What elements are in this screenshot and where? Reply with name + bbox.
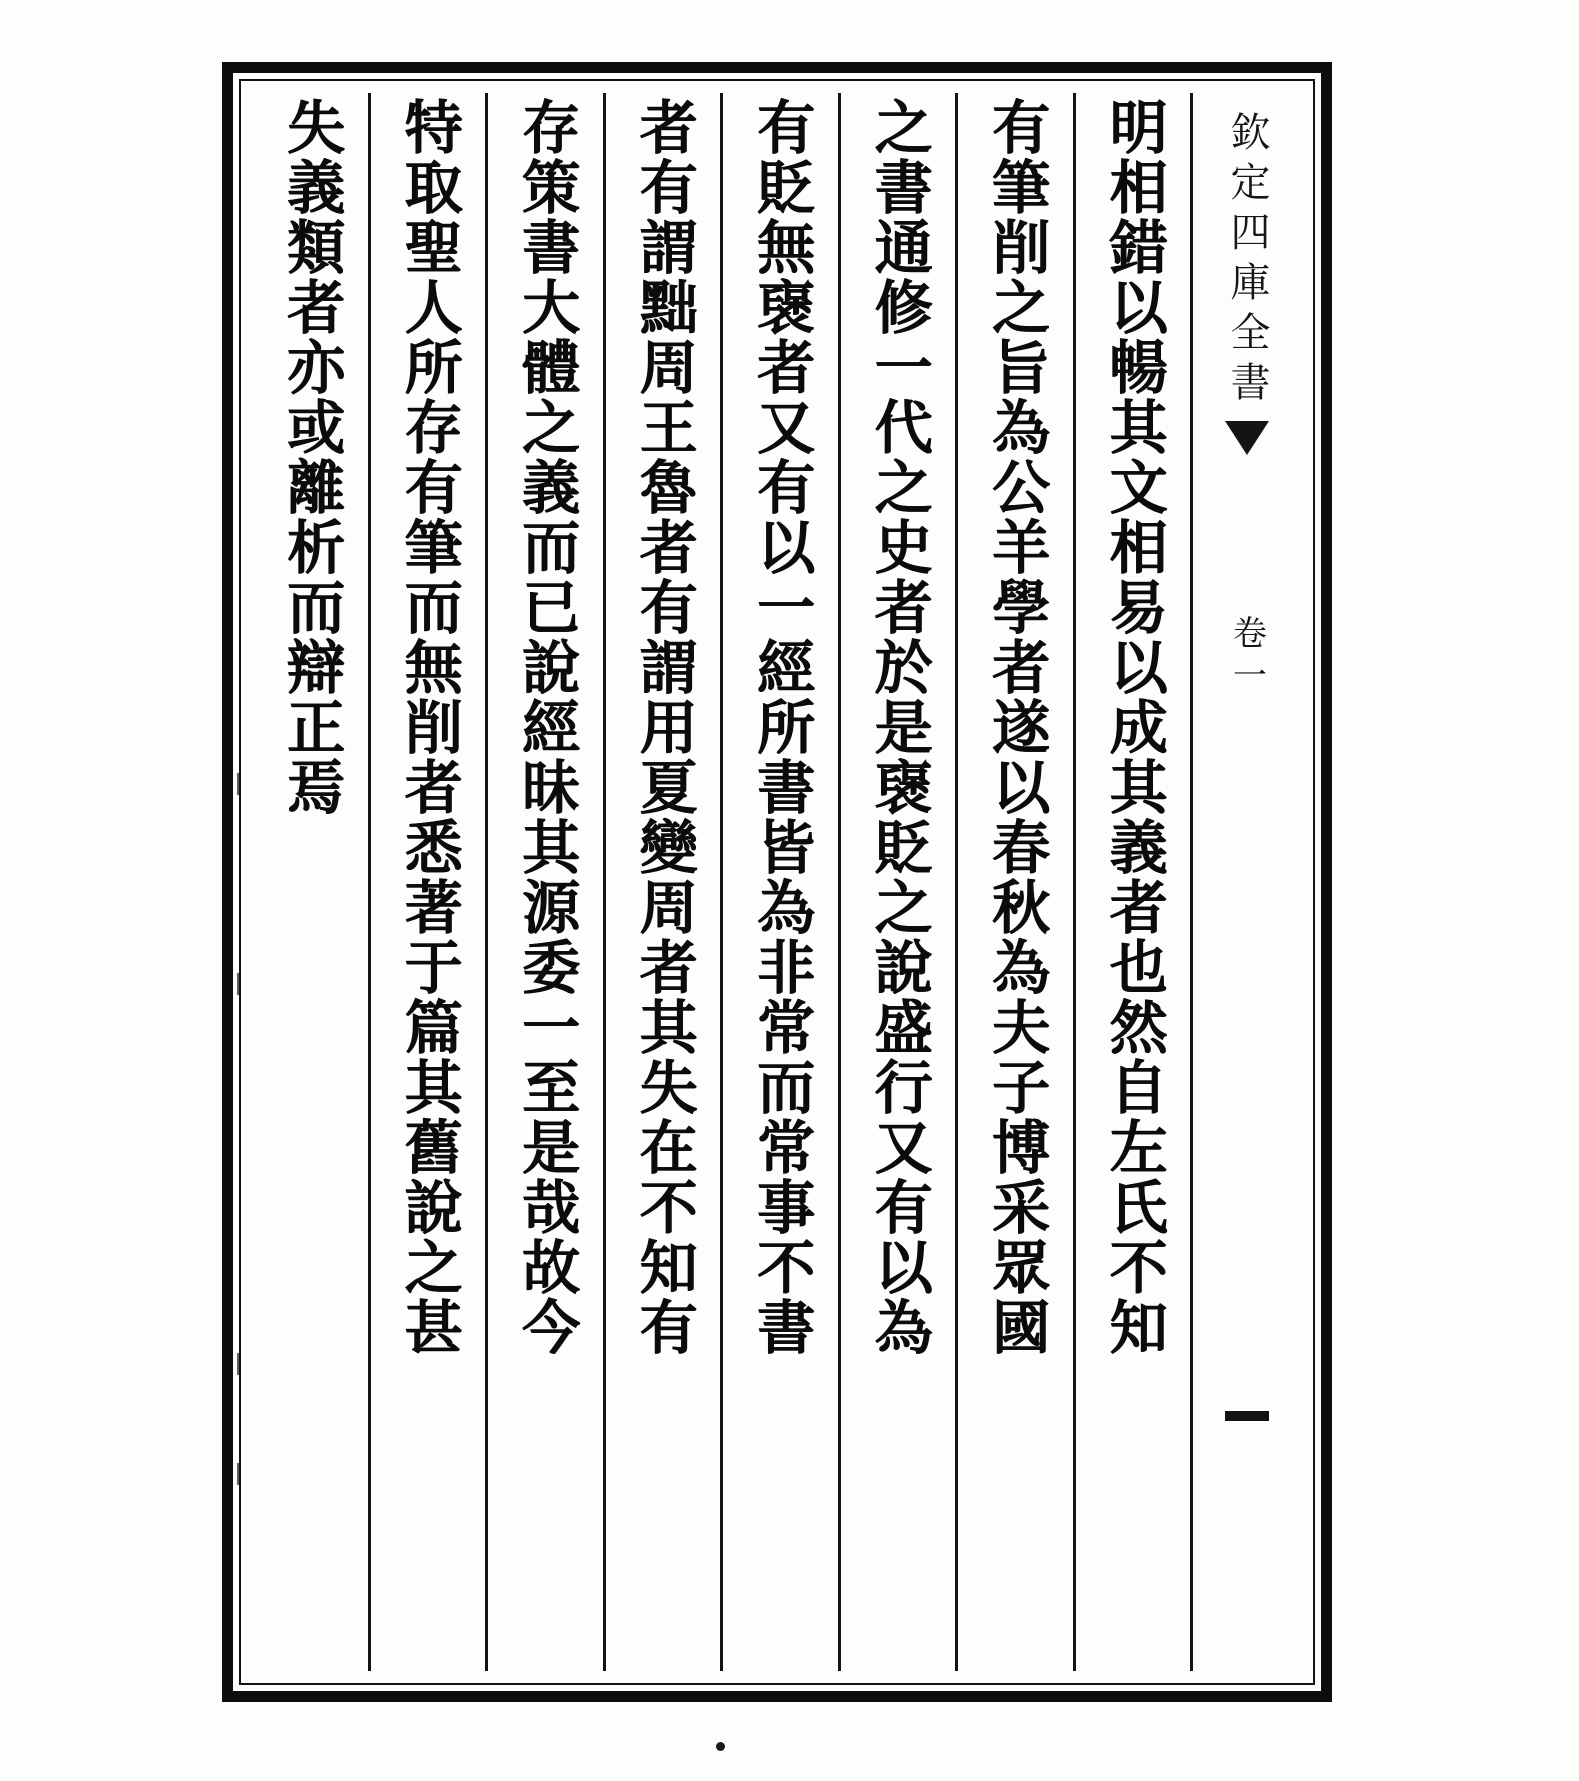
column-text: 明相錯以暢其文相易以成其義者也然自左氏不知 [1099, 97, 1168, 1357]
text-column [371, 93, 486, 1671]
woodblock-frame [222, 62, 1332, 1702]
text-column [841, 93, 956, 1671]
volume-label: 卷一 [1226, 615, 1267, 699]
bottom-ink-mark [1225, 1411, 1269, 1421]
text-column [1076, 93, 1191, 1671]
margin-ink-nick [237, 1463, 241, 1485]
column-text: 之書通修一代之史者於是襃貶之說盛行又有以為 [864, 97, 933, 1357]
text-area [253, 93, 1301, 1671]
margin-ink-nick [237, 773, 241, 795]
column-text: 特取聖人所存有筆而無削者悉著于篇其舊說之甚 [394, 97, 463, 1357]
margin-ink-nick [237, 973, 241, 995]
fish-tail-icon [1225, 421, 1269, 455]
column-text: 有筆削之旨為公羊學者遂以春秋為夫子博采眾國 [981, 97, 1050, 1357]
column-text: 有貶無襃者又有以一經所書皆為非常而常事不書 [746, 97, 815, 1357]
margin-ink-nick [237, 1353, 241, 1375]
text-column [723, 93, 838, 1671]
text-column [606, 93, 721, 1671]
stray-ink-dot [716, 1742, 725, 1751]
text-column [488, 93, 603, 1671]
column-text: 失義類者亦或離析而辯正焉 [276, 97, 345, 817]
banxin-center-strip [1193, 93, 1301, 1671]
column-text: 者有謂黜周王魯者有謂用夏變周者其失在不知有 [629, 97, 698, 1357]
column-text: 存策書大體之義而已說經昧其源委一至是哉故今 [511, 97, 580, 1357]
series-title: 欽定四庫全書 [1224, 111, 1270, 411]
text-column [253, 93, 368, 1671]
text-column [958, 93, 1073, 1671]
